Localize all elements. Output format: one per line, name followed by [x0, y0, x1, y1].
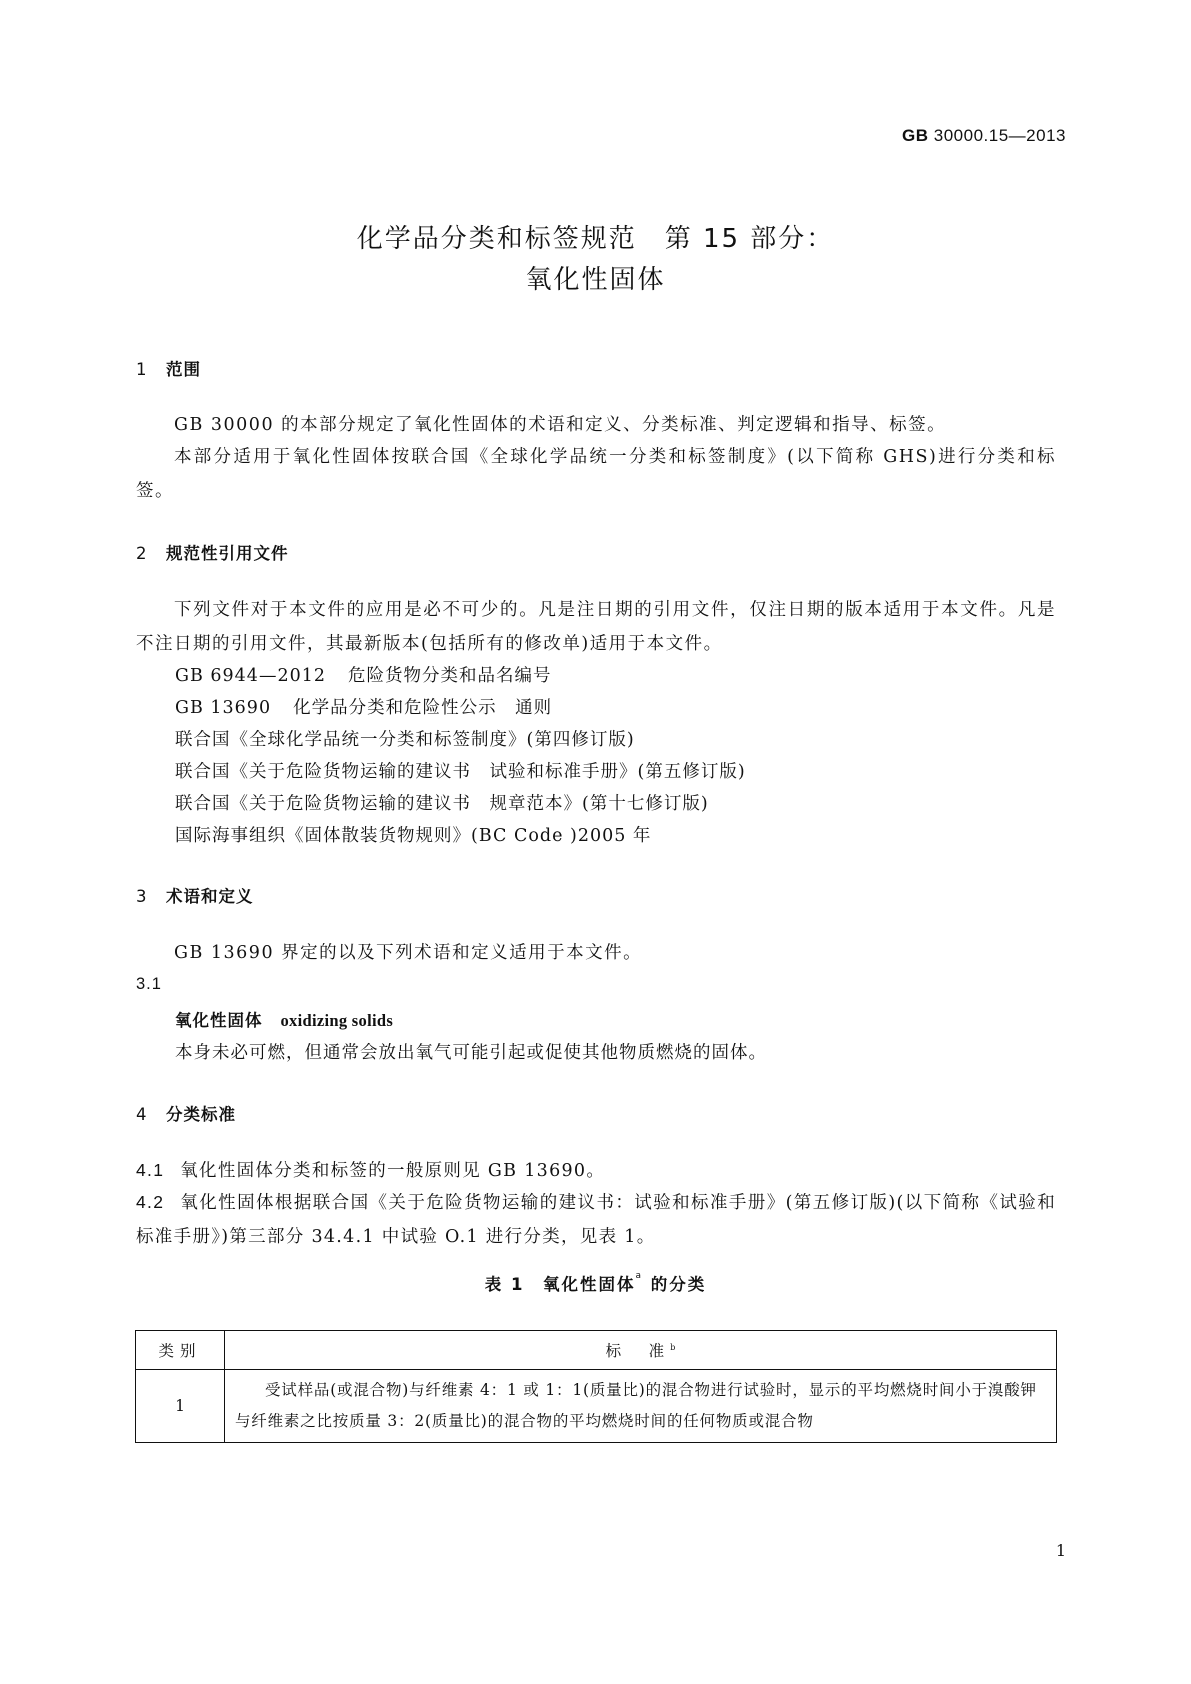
document-title-line1: 化学品分类和标签规范 第 15 部分：: [356, 224, 835, 254]
term-chinese: 氧化性固体: [175, 1011, 263, 1030]
section-3-paragraph-1: GB 13690 界定的以及下列术语和定义适用于本文件。: [174, 943, 643, 963]
section-3-number: 3: [136, 887, 148, 906]
document-title-line2: 氧化性固体: [525, 265, 666, 295]
section-1-paragraph-2: 本部分适用于氧化性固体按联合国《全球化学品统一分类和标签制度》(以下简称 GHS)进行分类和标签。: [136, 447, 1056, 501]
section-2-heading: [136, 540, 289, 564]
table-caption-footnote-mark: a: [635, 1271, 643, 1281]
table-caption-text: 表 1 氧化性固体: [484, 1275, 636, 1294]
section-2-paragraph-1: 下列文件对于本文件的应用是必不可少的。凡是注日期的引用文件，仅注日期的版本适用于本文件。凡是不注日期的引用文件，其最新版本(包括所有的修改单)适用于本文件。: [136, 600, 1056, 654]
table-header-row: [136, 1331, 1057, 1370]
section-4-title: 分类标准: [166, 1105, 236, 1124]
reference-code: GB 6944—2012: [175, 666, 326, 686]
cell-criteria: 受试样品(或混合物)与纤维素 4：1 或 1：1(质量比)的混合物进行试验时，显示的平均燃烧时间小于溴酸钾与纤维素之比按质量 3：2(质量比)的混合物的平均燃烧时间的任何物质或混合物: [225, 1370, 1057, 1443]
section-1-paragraph-1: GB 30000 的本部分规定了氧化性固体的术语和定义、分类标准、判定逻辑和指导、标签。: [174, 415, 947, 435]
header-criteria-footnote-mark: b: [670, 1342, 676, 1352]
section-3-heading: [136, 883, 254, 907]
term-english: oxidizing solids: [280, 1011, 394, 1030]
classification-table: [135, 1330, 1057, 1443]
section-1-heading: [136, 356, 201, 380]
reference-code: GB 13690: [175, 698, 272, 718]
table-caption: [0, 1271, 1191, 1295]
header-category: 类别: [136, 1331, 225, 1370]
reference-name: 化学品分类和危险性公示 通则: [293, 698, 553, 718]
term-definition: 本身未必可燃，但通常会放出氧气可能引起或促使其他物质燃烧的固体。: [175, 1043, 767, 1063]
table-row: [136, 1370, 1057, 1443]
section-3-title: 术语和定义: [166, 887, 254, 906]
section-4-heading: [136, 1101, 236, 1125]
section-2-title: 规范性引用文件: [166, 544, 289, 563]
clause-4-1: [136, 1153, 1056, 1188]
reference-item: 联合国《关于危险货物运输的建议书 试验和标准手册》(第五修订版): [175, 762, 746, 782]
section-1-title: 范围: [166, 360, 201, 379]
standard-code: 30000.15—2013: [933, 126, 1066, 145]
clause-4-2: [136, 1185, 1056, 1254]
section-2-number: 2: [136, 544, 148, 563]
subclause-number: 3.1: [136, 975, 162, 993]
reference-item: [175, 662, 551, 687]
reference-item: 国际海事组织《固体散装货物规则》(BC Code )2005 年: [175, 826, 652, 846]
header-criteria: [225, 1331, 1057, 1370]
section-4-number: 4: [136, 1105, 148, 1124]
standard-prefix: GB: [902, 126, 929, 145]
reference-name: 危险货物分类和品名编号: [347, 666, 552, 686]
page-number: 1: [1055, 1541, 1066, 1560]
reference-item: 联合国《关于危险货物运输的建议书 规章范本》(第十七修订版): [175, 794, 709, 814]
table-caption-tail: 的分类: [643, 1275, 707, 1294]
cell-category: 1: [136, 1370, 225, 1443]
standard-number: [902, 126, 1066, 146]
section-1-number: 1: [136, 360, 148, 379]
clause-text: 氧化性固体分类和标签的一般原则见 GB 13690。: [180, 1161, 606, 1181]
clause-text: 氧化性固体根据联合国《关于危险货物运输的建议书：试验和标准手册》(第五修订版)(以下简称《试验和标准手册》)第三部分 34.4.1 中试验 O.1 进行分类，见表 1。: [136, 1193, 1056, 1247]
reference-item: [175, 694, 552, 719]
clause-number: 4.2: [136, 1192, 165, 1212]
clause-number: 4.1: [136, 1160, 165, 1180]
term-entry: [175, 1007, 393, 1031]
header-criteria-text: 标 准: [605, 1342, 671, 1360]
reference-item: 联合国《全球化学品统一分类和标签制度》(第四修订版): [175, 730, 635, 750]
